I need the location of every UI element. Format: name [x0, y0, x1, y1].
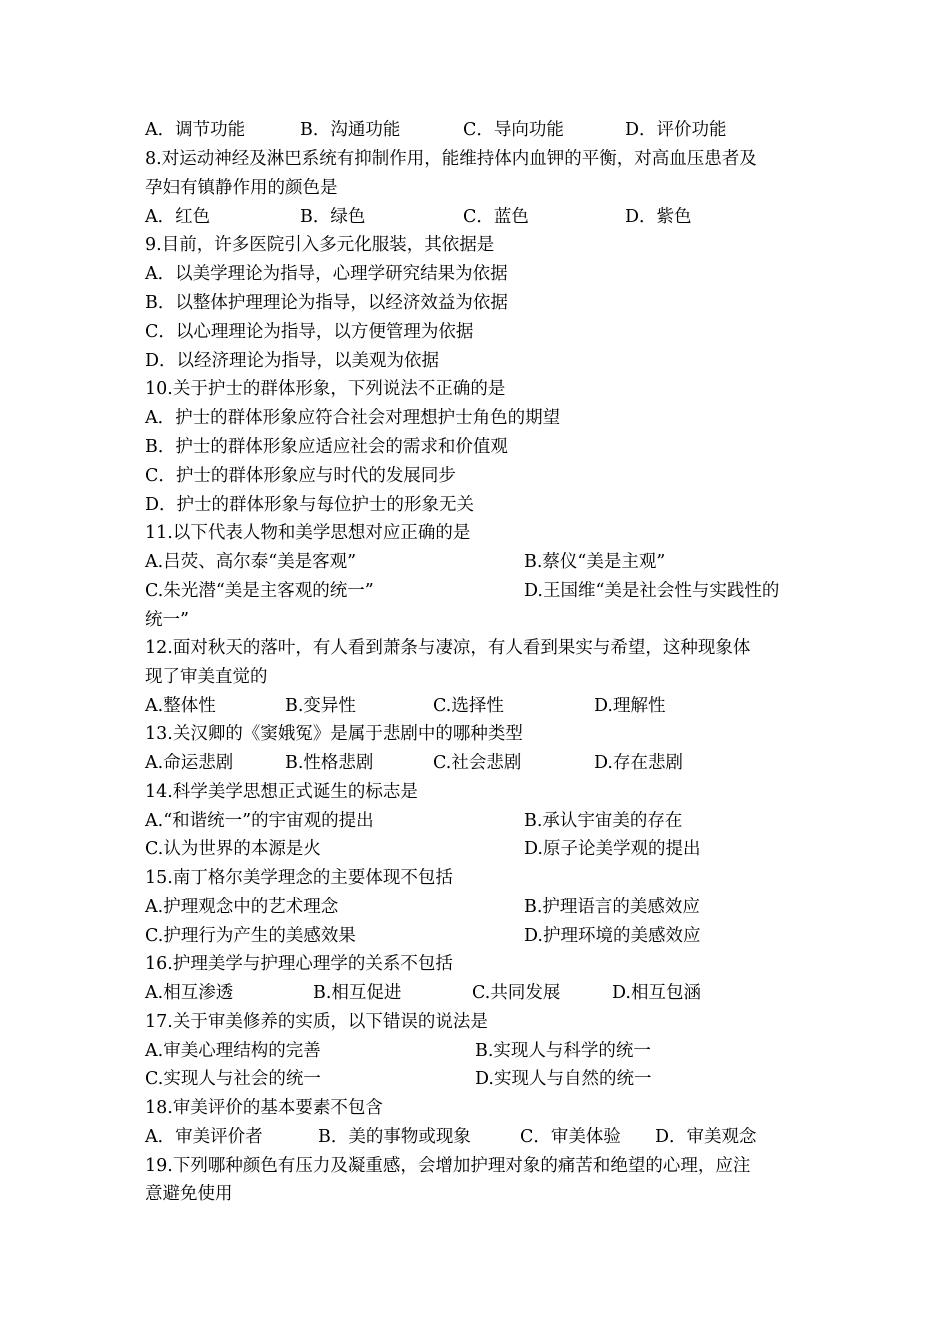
option-b: B.护理语言的美感效应: [524, 897, 700, 917]
option-d: D．护士的群体形象与每位护士的形象无关: [145, 495, 475, 515]
option-b: B.性格悲剧: [285, 753, 374, 773]
option-a: A.护理观念中的艺术理念: [145, 897, 339, 917]
option-b: B.相互促进: [313, 983, 402, 1003]
question-12-text: 12.面对秋天的落叶，有人看到萧条与凄凉，有人看到果实与希望，这种现象体: [145, 638, 751, 658]
option-a: A.命运悲剧: [145, 753, 234, 773]
option-d: D．评价功能: [625, 120, 727, 140]
option-d-cont: 统一”: [145, 610, 189, 630]
option-d: D．审美观念: [655, 1127, 757, 1147]
question-17-text: 17.关于审美修养的实质，以下错误的说法是: [145, 1012, 488, 1032]
option-c: C.认为世界的本源是火: [145, 839, 321, 859]
option-c: C．导向功能: [463, 120, 564, 140]
option-b: B.变异性: [285, 696, 356, 716]
option-a: A.相互渗透: [145, 983, 234, 1003]
option-d: D．以经济理论为指导，以美观为依据: [145, 351, 440, 371]
option-c: C．护士的群体形象应与时代的发展同步: [145, 466, 456, 486]
option-b: B．沟通功能: [300, 120, 401, 140]
option-d: D.相互包涵: [612, 983, 701, 1003]
question-18-text: 18.审美评价的基本要素不包含: [145, 1098, 383, 1118]
option-c: C.护理行为产生的美感效果: [145, 926, 356, 946]
question-12-text-cont: 现了审美直觉的: [145, 667, 268, 687]
option-c: C.朱光潜“美是主客观的统一”: [145, 581, 374, 601]
question-15-text: 15.南丁格尔美学理念的主要体现不包括: [145, 868, 453, 888]
question-19-text: 19.下列哪种颜色有压力及凝重感，会增加护理对象的痛苦和绝望的心理，应注: [145, 1156, 751, 1176]
question-13-text: 13.关汉卿的《窦娥冤》是属于悲剧中的哪种类型: [145, 724, 523, 744]
option-b: B.承认宇宙美的存在: [524, 811, 683, 831]
option-a: A.吕荧、高尔泰“美是客观”: [145, 552, 357, 572]
question-8-text-cont: 孕妇有镇静作用的颜色是: [145, 178, 338, 198]
option-c: C.选择性: [433, 696, 504, 716]
question-8-text: 8.对运动神经及淋巴系统有抑制作用，能维持体内血钾的平衡，对高血压患者及: [145, 149, 757, 169]
question-10-text: 10.关于护士的群体形象，下列说法不正确的是: [145, 379, 506, 399]
option-a: A．审美评价者: [145, 1127, 263, 1147]
option-b: B．以整体护理理论为指导，以经济效益为依据: [145, 293, 508, 313]
option-a: A.整体性: [145, 696, 216, 716]
option-a: A．调节功能: [145, 120, 246, 140]
option-c: C．以心理理论为指导，以方便管理为依据: [145, 322, 474, 342]
question-11-text: 11.以下代表人物和美学思想对应正确的是: [145, 523, 471, 543]
option-d: D.护理环境的美感效应: [524, 926, 701, 946]
option-a: A.“和谐统一”的宇宙观的提出: [145, 811, 374, 831]
option-d: D．紫色: [625, 207, 692, 227]
option-b: B.实现人与科学的统一: [475, 1041, 651, 1061]
option-a: A．以美学理论为指导，心理学研究结果为依据: [145, 264, 508, 284]
option-d: D.原子论美学观的提出: [524, 839, 701, 859]
option-d: D.存在悲剧: [594, 753, 683, 773]
option-c: C.实现人与社会的统一: [145, 1069, 321, 1089]
option-d: D.实现人与自然的统一: [475, 1069, 652, 1089]
option-b: B.蔡仪“美是主观”: [524, 552, 666, 572]
question-14-text: 14.科学美学思想正式诞生的标志是: [145, 782, 418, 802]
option-c: C．审美体验: [520, 1127, 621, 1147]
option-b: B．护士的群体形象应适应社会的需求和价值观: [145, 437, 508, 457]
option-c: C.社会悲剧: [433, 753, 522, 773]
option-a: A.审美心理结构的完善: [145, 1041, 321, 1061]
option-a: A．护士的群体形象应符合社会对理想护士角色的期望: [145, 408, 561, 428]
option-c: C．蓝色: [463, 207, 529, 227]
question-19-text-cont: 意避免使用: [145, 1184, 233, 1204]
option-a: A．红色: [145, 207, 211, 227]
question-9-text: 9.目前，许多医院引入多元化服装，其依据是: [145, 235, 495, 255]
option-b: B．绿色: [300, 207, 366, 227]
option-d: D.理解性: [594, 696, 666, 716]
option-c: C.共同发展: [472, 983, 561, 1003]
option-b: B．美的事物或现象: [318, 1127, 471, 1147]
question-16-text: 16.护理美学与护理心理学的关系不包括: [145, 954, 453, 974]
option-d: D.王国维“美是社会性与实践性的: [524, 581, 780, 601]
